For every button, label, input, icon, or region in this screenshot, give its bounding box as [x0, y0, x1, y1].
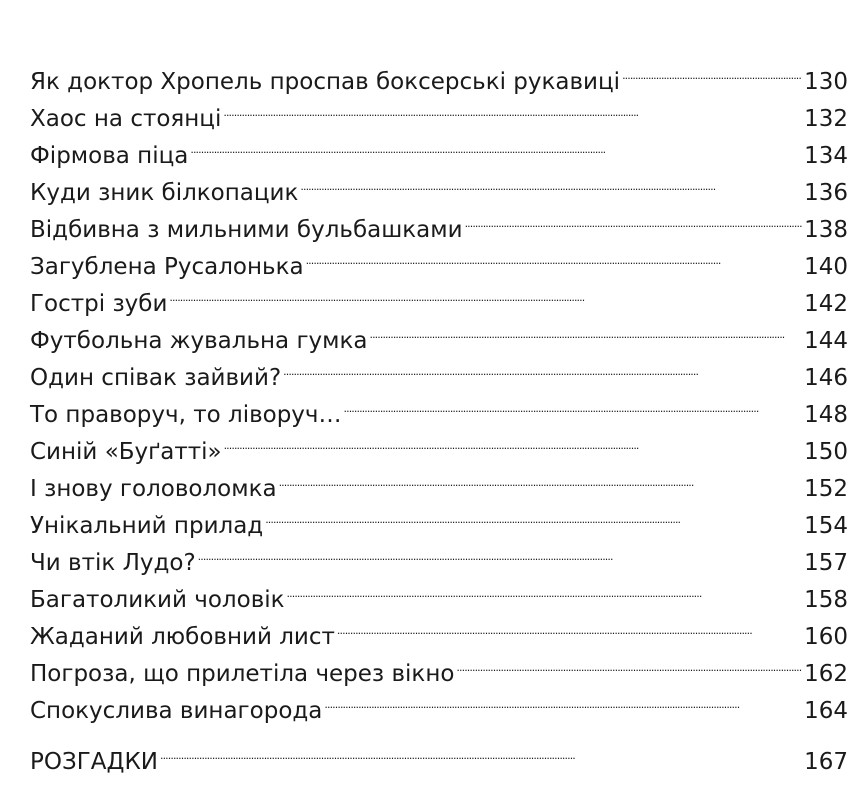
toc-entry-title: Відбивна з мильними бульбашками [30, 217, 463, 243]
toc-entry[interactable] [30, 52, 848, 95]
toc-entry-title: Погроза, що прилетіла через вікно [30, 661, 455, 687]
toc-entry-page: 157 [804, 550, 848, 576]
toc-entry-title: Багатоликий чоловік [30, 587, 285, 613]
toc-entry-title: І знову головоломка [30, 476, 277, 502]
toc-entry-page: 130 [804, 69, 848, 95]
dot-leader [465, 200, 803, 237]
toc-entry-page: 142 [804, 291, 848, 317]
answers-section [30, 732, 848, 775]
toc-entry-page: 162 [804, 661, 848, 687]
toc-entry-page: 146 [804, 365, 848, 391]
toc-entry-title: Куди зник білкопацик [30, 180, 299, 206]
toc-entry-page: 167 [804, 749, 848, 775]
dot-leader [283, 348, 802, 385]
toc-entry-page: 154 [804, 513, 848, 539]
dot-leader [287, 570, 803, 607]
dot-leader [622, 52, 802, 89]
dot-leader [224, 422, 803, 459]
dot-leader [223, 89, 802, 126]
toc-entry-title: Хаос на стоянці [30, 106, 222, 132]
dot-leader [190, 126, 802, 163]
toc-entry-title: То праворуч, то ліворуч… [30, 402, 342, 428]
toc-entry-title: Футбольна жувальна гумка [30, 328, 368, 354]
dot-leader [198, 533, 802, 570]
dot-leader [265, 496, 802, 533]
toc-entry-title: Синій «Буґатті» [30, 439, 222, 465]
toc-entry-page: 152 [804, 476, 848, 502]
toc-entry-title: Чи втік Лудо? [30, 550, 196, 576]
toc-entry-page: 150 [804, 439, 848, 465]
toc-entry-page: 138 [804, 217, 848, 243]
toc-entry-page: 164 [804, 698, 848, 724]
dot-leader [337, 607, 802, 644]
dot-leader [300, 163, 802, 200]
toc-entry-title: Як доктор Хропель проспав боксерські рукавиці [30, 69, 621, 95]
toc-entry-page: 140 [804, 254, 848, 280]
dot-leader [369, 311, 802, 348]
toc-entry-page: 136 [804, 180, 848, 206]
table-of-contents [30, 52, 848, 724]
toc-entry-title: Один співак зайвий? [30, 365, 282, 391]
toc-entry-page: 160 [804, 624, 848, 650]
toc-entry-title: РОЗГАДКИ [30, 749, 158, 775]
dot-leader [306, 237, 803, 274]
toc-entry-page: 158 [804, 587, 848, 613]
toc-entry-answers[interactable] [30, 732, 848, 775]
dot-leader [456, 644, 802, 681]
dot-leader [279, 459, 803, 496]
toc-entry-title: Жаданий любовний лист [30, 624, 335, 650]
toc-entry-page: 134 [804, 143, 848, 169]
toc-entry-title: Спокуслива винагорода [30, 698, 323, 724]
toc-entry-page: 144 [804, 328, 848, 354]
toc-entry-page: 132 [804, 106, 848, 132]
dot-leader [324, 681, 802, 718]
toc-entry-title: Унікальний прилад [30, 513, 264, 539]
dot-leader [169, 274, 802, 311]
toc-entry-page: 148 [804, 402, 848, 428]
dot-leader [344, 385, 803, 422]
toc-entry-title: Фірмова піца [30, 143, 189, 169]
dot-leader [160, 732, 802, 769]
toc-entry-title: Гострі зуби [30, 291, 168, 317]
toc-entry-title: Загублена Русалонька [30, 254, 304, 280]
